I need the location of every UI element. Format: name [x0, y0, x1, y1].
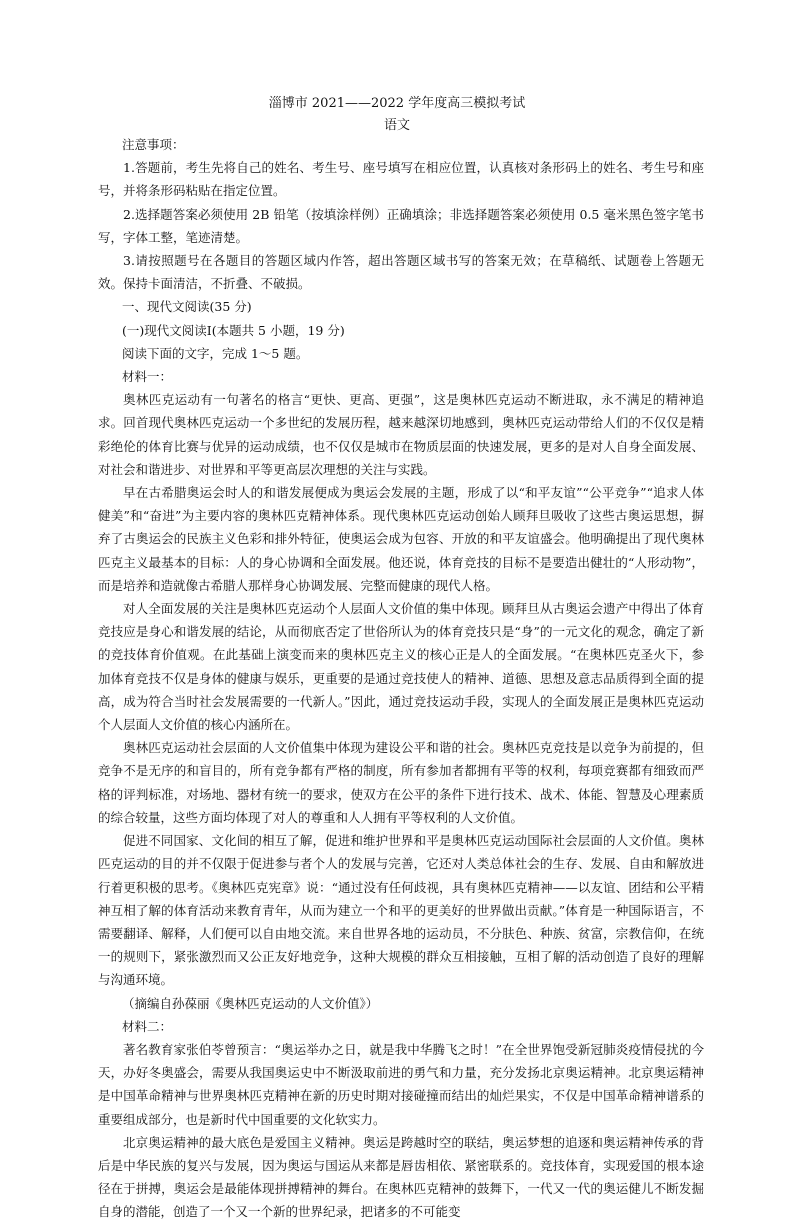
material-paragraph: 对人全面发展的关注是奥林匹克运动个人层面人文价值的集中体现。顾拜旦从古奥运会遗产中得出了体育竞技应是身心和谐发展的结论，从而彻底否定了世俗所认为的体育竞技只是“身”的一元文化的观念，确定了新的竞技体育价值观。在此基础上演变而来的奥林匹克主义的核心正是人的全面发展。“在奥林匹克圣火下，参加体育竞技不仅是身体的健康与娱乐，更重要的是通过竞技使人的精神、道德、思想及意志品质得到全面的提高，成为符合当时社会发展需要的一代新人。”因此，通过竞技运动手段，实现人的全面发展正是奥林匹克运动个人层面人文价值的核心内涵所在。: [98, 601, 704, 733]
subsection-heading: (一)现代文阅读Ⅰ(本题共 5 小题，19 分): [122, 322, 345, 338]
material-paragraph: 促进不同国家、文化间的相互了解，促进和维护世界和平是奥林匹克运动国际社会层面的人文价值。奥林匹克运动的目的并不仅限于促进参与者个人的发展与完善，它还对人类总体社会的生存、发展、自由和解放进行着更积极的思考。《奥林匹克宪章》说：“通过没有任何歧视，具有奥林匹克精神——以友谊、团结和公平精神互相了解的体育活动来教育青年，从而为建立一个和平的更美好的世界做出贡献。”体育是一种国际语言，不需要翻译、解释，人们便可以自由地交流。来自世界各地的运动员，不分肤色、种族、贫富，宗教信仰，在统一的规则下，紧张激烈而又公正友好地竞争，这种大规模的群众互相接触，互相了解的活动创造了良好的理解与沟通环境。: [98, 833, 704, 988]
material-label: 材料一：: [122, 369, 173, 385]
material-paragraph: 奥林匹克运动有一句著名的格言“更快、更高、更强”，这是奥林匹克运动不断进取，永不满足的精神追求。回首现代奥林匹克运动一个多世纪的发展历程，越来越深切地感到，奥林匹克运动带给人们的不仅仅是精彩绝伦的体育比赛与优异的运动成绩，也不仅仅是城市在物质层面的快速发展，更多的是对人自身全面发展、对社会和谐进步、对世界和平等更高层次理想的关注与实践。: [98, 392, 704, 477]
section-heading: 一、现代文阅读(35 分): [122, 299, 252, 315]
reading-instruction: 阅读下面的文字，完成 1～5 题。: [122, 345, 309, 361]
material-label: 材料二：: [122, 1018, 173, 1034]
material-paragraph: 北京奥运精神的最大底色是爱国主义精神。奥运是跨越时空的联结，奥运梦想的追逐和奥运精神传承的背后是中华民族的复兴与发展，因为奥运与国运从来都是唇齿相依、紧密联系的。竞技体育，实现爱国的根本途径在于拼搏，奥运会是最能体现拼搏精神的舞台。在奥林匹克精神的鼓舞下，一代又一代的奥运健儿不断发掘自身的潜能，创造了一个又一个新的世界纪录，把诸多的不可能变: [98, 1134, 704, 1220]
notice-item: 2.选择题答案必须使用 2B 铅笔（按填涂样例）正确填涂；非选择题答案必须使用 0.5 毫米黑色签字笔书写，字体工整，笔迹清楚。: [98, 206, 704, 245]
notice-item: 3.请按照题号在各题目的答题区域内作答，超出答题区域书写的答案无效；在草稿纸、试题卷上答题无效。保持卡面清洁，不折叠、不破损。: [98, 253, 704, 292]
notice-item: 1.答题前，考生先将自己的姓名、考生号、座号填写在相应位置，认真核对条形码上的姓名、考生号和座号，并将条形码粘贴在指定位置。: [98, 160, 704, 199]
notice-heading: 注意事项：: [122, 137, 185, 152]
material-paragraph: 早在古希腊奥运会时人的和谐发展便成为奥运会发展的主题，形成了以“和平友谊”“公平竞争”“追求人体健美”和“奋进”为主要内容的奥林匹克精神体系。现代奥林匹克运动创始人顾拜旦吸收了这些古奥运思想，摒弃了古奥运会的民族主义色彩和排外特征，使奥运会成为包容、开放的和平友谊盛会。他明确提出了现代奥林匹克主义最基本的目标：人的身心协调和全面发展。他还说，体育竞技的目标不是要造出健壮的“人形动物”，而是培养和造就像古希腊人那样身心协调发展、完整而健康的现代人格。: [98, 485, 704, 593]
material-paragraph: 著名教育家张伯苓曾预言：“奥运举办之日，就是我中华腾飞之时！”在全世界饱受新冠肺炎疫情侵扰的今天，办好冬奥盛会，需要从我国奥运史中不断汲取前进的勇气和力量，充分发扬北京奥运精神。北京奥运精神是中国革命精神与世界奥林匹克精神在新的历史时期对接碰撞而结出的灿烂果实，不仅是中国革命精神谱系的重要组成部分，也是新时代中国重要的文化软实力。: [98, 1041, 704, 1127]
material-paragraph: 奥林匹克运动社会层面的人文价值集中体现为建设公平和谐的社会。奥林匹克竞技是以竞争为前提的，但竞争不是无序的和盲目的，所有竞争都有严格的制度，所有参加者都拥有平等的权利，每项竞赛都有细致而严格的评判标准，对场地、器材有统一的要求，使双方在公平的条件下进行技术、战术、体能、智慧及心理素质的综合较量，这些方面均体现了对人的尊重和人人拥有平等权利的人文价值。: [98, 740, 704, 825]
exam-subject: 语文: [383, 118, 410, 133]
exam-title: 淄博市 2021——2022 学年度高三模拟考试: [268, 96, 526, 111]
exam-body: [98, 133, 704, 1224]
source-citation: （摘编自孙葆丽《奥林匹克运动的人文价值》）: [122, 995, 379, 1011]
